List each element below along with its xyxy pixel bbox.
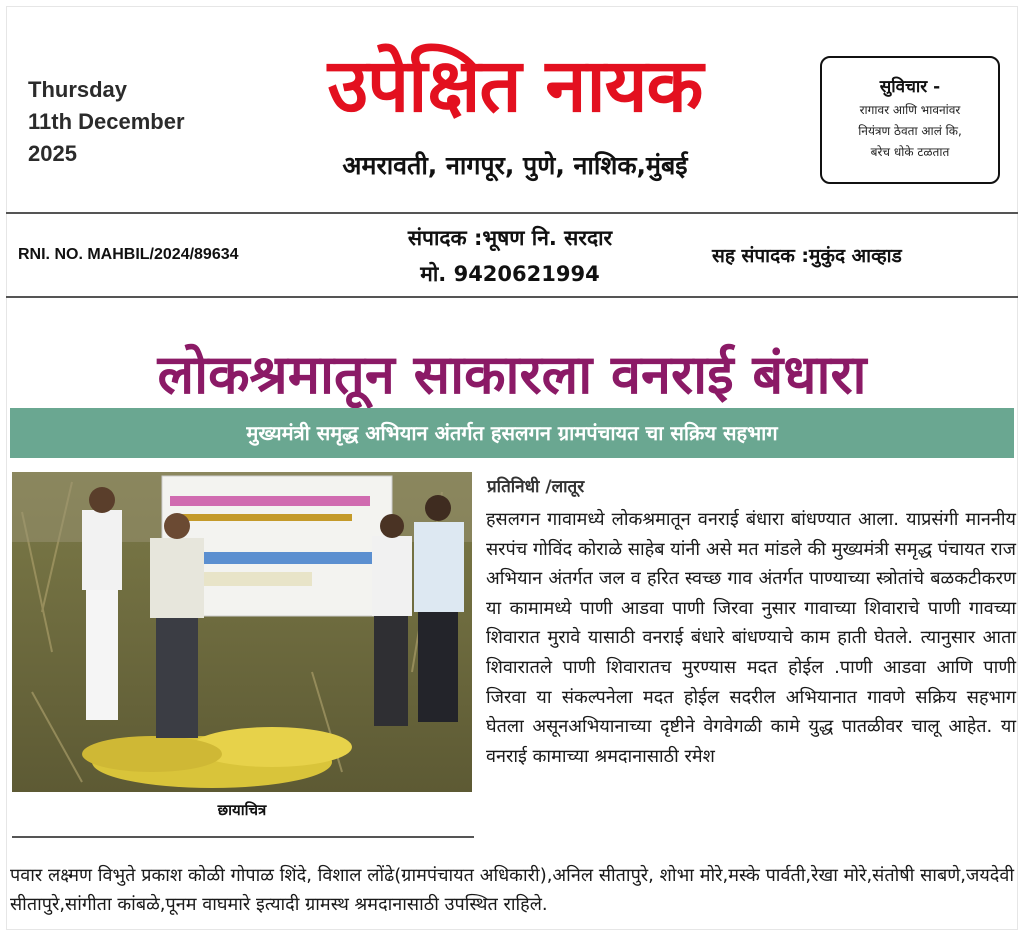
article-subheadline: मुख्यमंत्री समृद्ध अभियान अंतर्गत हसलगन ग्रामपंचायत चा सक्रिय सहभाग bbox=[10, 408, 1014, 458]
editor-mobile: मो. 9420621994 bbox=[420, 262, 600, 286]
article-body-continuation: पवार लक्ष्मण विभुते प्रकाश कोळी गोपाळ शिंदे, विशाल लोंढे(ग्रामपंचायत अधिकारी),अनिल सीतापुरे, शोभा मोरे,मस्के पार्वती,रेखा मोरे,संतोषी साबणे,जयदेवी सीतापुरे,सांगीता कांबळे,पूनम वाघमारे इत्यादी ग्रामस्थ श्रमदानासाठी उपस्थित राहिले. bbox=[10, 865, 1014, 915]
date-day-month: 11th December bbox=[28, 109, 185, 134]
article-photo bbox=[12, 472, 472, 792]
article-headline: लोकश्रमातून साकारला वनराई बंधारा bbox=[157, 343, 867, 406]
edition-cities: अमरावती, नागपूर, पुणे, नाशिक,मुंबई bbox=[342, 151, 688, 180]
caption-divider bbox=[12, 836, 474, 838]
date-weekday: Thursday bbox=[28, 77, 128, 102]
thought-text bbox=[822, 100, 998, 163]
editor-name: संपादक :भूषण नि. सरदार bbox=[407, 226, 613, 250]
masthead-divider bbox=[6, 212, 1018, 214]
thought-line: बरेच धोके टळतात bbox=[870, 145, 950, 159]
date-year: 2025 bbox=[28, 141, 77, 166]
infobar-divider bbox=[6, 296, 1018, 298]
rni-number: RNI. NO. MAHBIL/2024/89634 bbox=[18, 246, 239, 263]
article-body-column: हसलगन गावामध्ये लोकश्रमातून वनराई बंधारा बांधण्यात आला. याप्रसंगी माननीय सरपंच गोविंद कोराळे साहेब यांनी असे मत मांडले की मुख्यमंत्री समृद्ध पंचायत राज अभियान अंतर्गत जल व हरित स्वच्छ गाव अंतर्गत पाण्याच्या स्त्रोतांचे बळकटीकरण या कामामध्ये पाणी आडवा पाणी जिरवा नुसार गावाच्या शिवाराचे पाणी गावच्या शिवारात मुरावे यासाठी वनराई बंधारे बांधण्याचे काम हाती घेतले. त्यानुसार आता शिवारातले पाणी शिवारातच मुरण्यास मदत होईल .पाणी आडवा आणि पाणी जिरवा या संकल्पनेला मदत होईल सदरील अभियानात गावणे सक्रिय सहभाग घेतला असूनअभियानाच्या दृष्टीने वेगवेगळी कामे युद्ध पातळीवर चालू आहेत. या वनराई कामाच्या श्रमदानासाठी रमेश bbox=[486, 509, 1016, 767]
thought-line: नियंत्रण ठेवता आलं कि, bbox=[858, 124, 962, 138]
issue-date bbox=[28, 74, 185, 170]
thought-line: रागावर आणि भावनांवर bbox=[859, 103, 961, 117]
thought-title: सुविचार - bbox=[879, 77, 941, 97]
newspaper-title: उपेक्षित नायक bbox=[327, 43, 703, 129]
photo-caption: छायाचित्र bbox=[217, 801, 267, 819]
article-byline: प्रतिनिधी /लातूर bbox=[487, 477, 585, 497]
editor-info bbox=[360, 220, 660, 292]
photo-scene bbox=[12, 472, 472, 792]
co-editor-name: सह संपादक :मुकुंद आव्हाड bbox=[712, 245, 902, 267]
thought-of-the-day-box bbox=[820, 56, 1000, 184]
